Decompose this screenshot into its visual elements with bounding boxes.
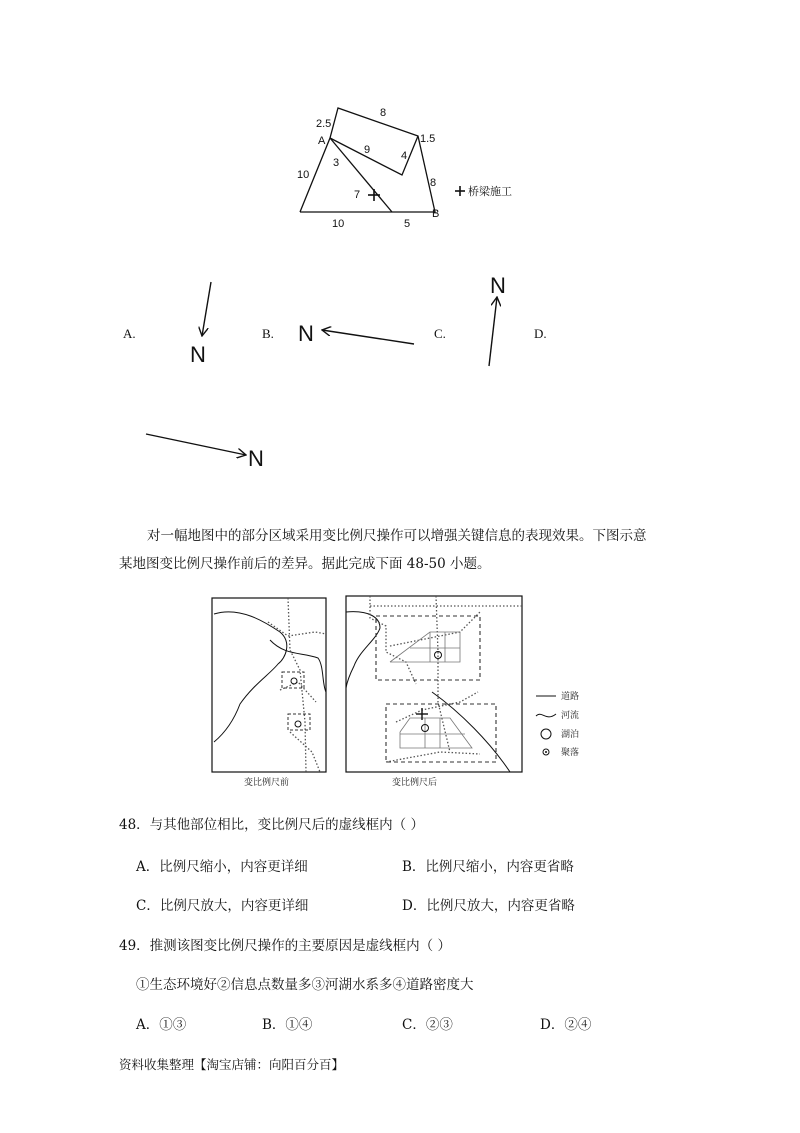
after-caption: 变比例尺后 [392,777,438,787]
arrow-d [146,434,246,455]
point-b-label: B [432,208,440,220]
q48-stem: 48．与其他部位相比，变比例尺后的虚线框内（ ） [119,817,424,833]
q49-option-b: B．①④ [262,1017,313,1033]
q49-option-c: C．②③ [402,1017,453,1033]
north-label-a: N [190,342,206,367]
q48-option-b: B．比例尺缩小，内容更省略 [402,859,574,875]
edge-label: 4 [401,150,408,162]
route-diagram [280,100,520,235]
north-label-c: N [490,273,506,298]
arrow-c [489,297,497,366]
arrow-b [322,330,414,344]
q48-option-c: C．比例尺放大，内容更详细 [136,898,309,914]
intro-paragraph [119,522,689,578]
option-d-label: D. [534,326,547,341]
north-label-d: N [248,446,264,471]
q49-statements: ①生态环境好②信息点数量多③河湖水系多④道路密度大 [136,977,474,993]
footer-text: 资料收集整理【淘宝店铺：向阳百分百】 [119,1057,345,1072]
edge-label: 2.5 [316,118,332,130]
legend-road: 道路 [561,691,580,701]
edge-label: 5 [404,218,411,230]
option-a-label: A. [123,326,136,341]
q48-option-a: A．比例尺缩小，内容更详细 [136,859,308,875]
edge-label: 8 [430,177,437,189]
bridge-legend-label: 桥梁施工 [468,186,512,198]
edge-label: 10 [297,169,310,181]
q49-option-d: D．②④ [540,1017,592,1033]
north-label-b: N [298,321,314,346]
edge-label: 3 [333,157,340,169]
scale-comparison-figure [210,592,600,792]
option-c-label: C. [434,326,446,341]
q49-option-a: A．①③ [136,1017,187,1033]
edge-label: 8 [380,107,387,119]
point-a-label: A [318,135,326,147]
intro-line-1: 对一幅地图中的部分区域采用变比例尺操作可以增强关键信息的表现效果。下图示意 [147,528,647,544]
edge-label: 10 [332,218,345,230]
option-b-label: B. [262,326,274,341]
intro-line-2: 某地图变比例尺操作前后的差异。据此完成下面 48-50 小题。 [119,556,491,572]
compass-arrows [0,260,800,480]
legend-lake: 湖泊 [561,729,580,739]
edge-label: 1.5 [420,133,436,145]
q49-stem: 49．推测该图变比例尺操作的主要原因是虚线框内（ ） [119,938,451,954]
before-caption: 变比例尺前 [244,777,290,787]
q48-option-d: D．比例尺放大，内容更省略 [402,898,575,914]
legend-settlement: 聚落 [561,747,580,757]
edge-label: 9 [364,144,371,156]
arrow-a [202,282,211,336]
legend-river: 河流 [561,710,580,720]
edge-label: 7 [354,189,361,201]
